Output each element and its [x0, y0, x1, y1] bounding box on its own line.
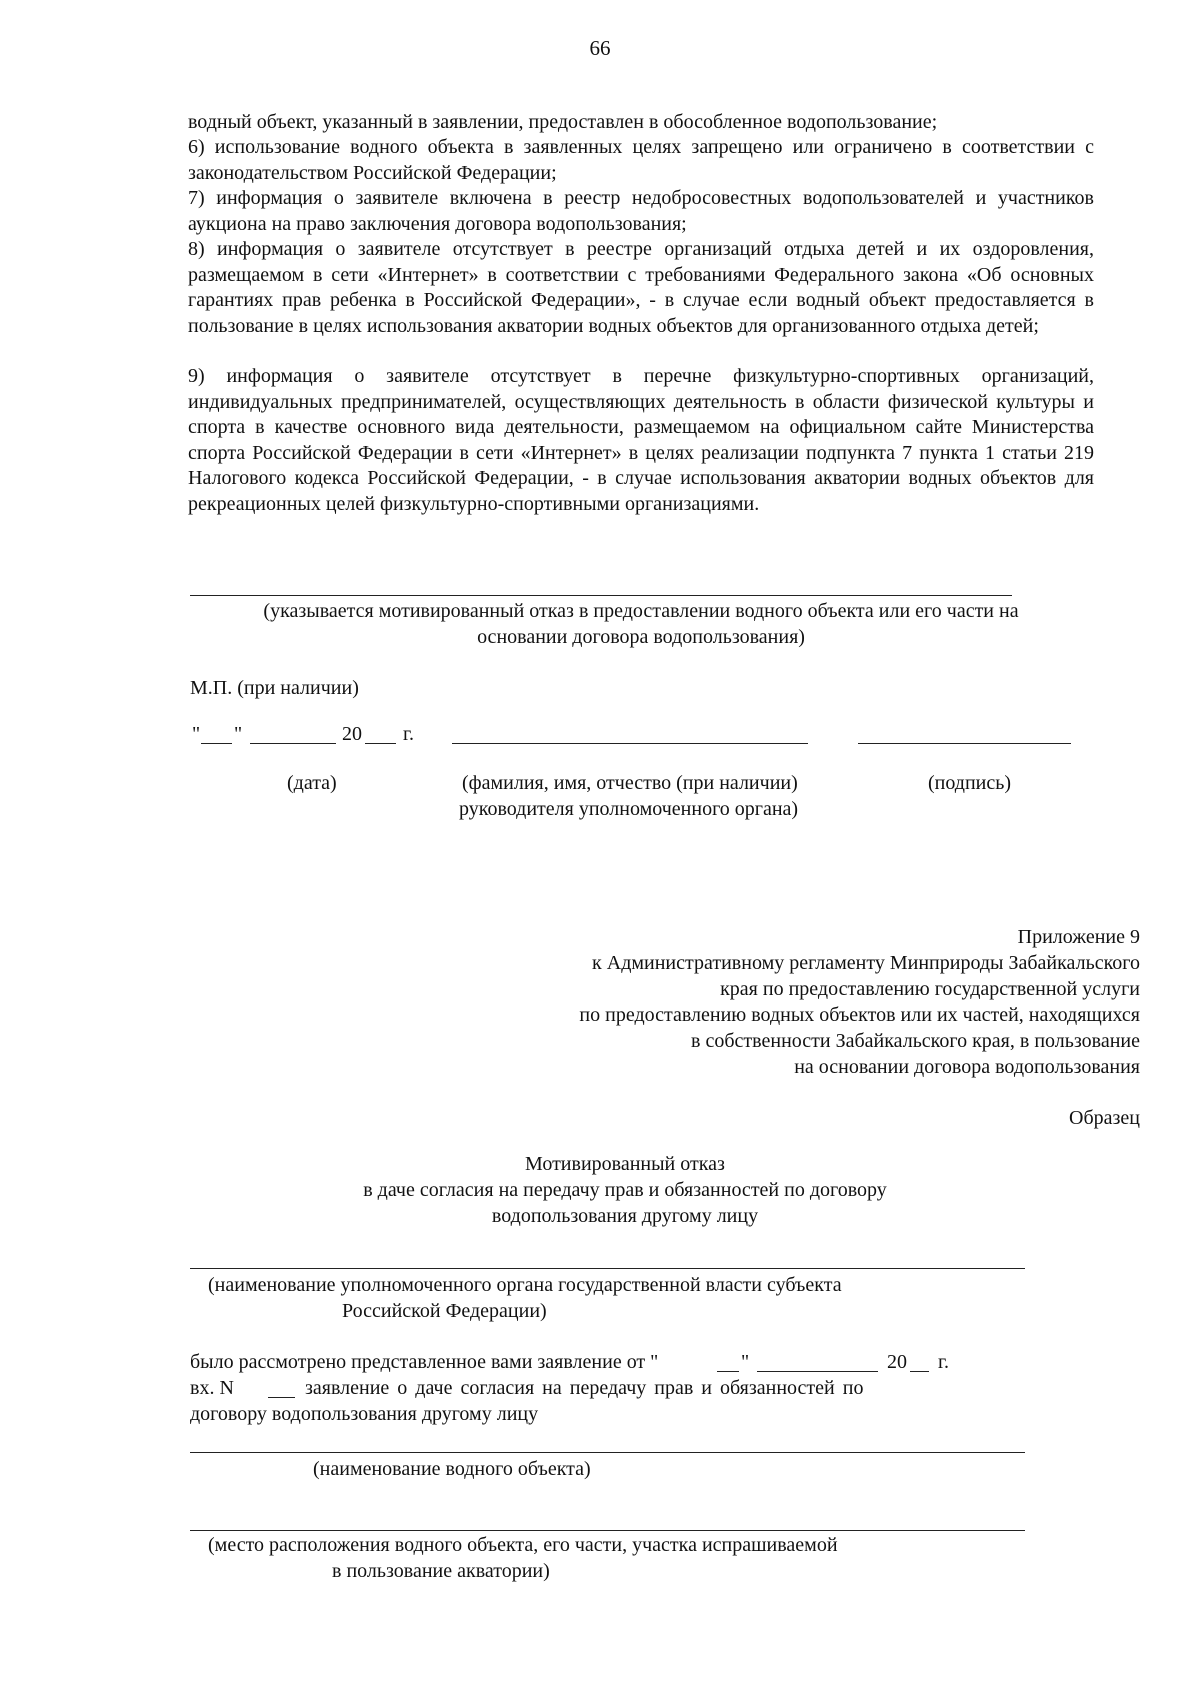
appendix-line-1: к Административному регламенту Минприроды Забайкальского	[592, 952, 1140, 974]
caption-fio-line-1: (фамилия, имя, отчество (при наличии)	[462, 772, 798, 794]
page-number: 66	[589, 36, 611, 60]
paragraph-item-6: 6) использование водного объекта в заявленных целях запрещено или ограничено в соответствии с законодательством Российской Федерации;	[188, 136, 1094, 184]
authority-name-line	[190, 1268, 1025, 1269]
review-line-3-text: договору водопользования другому лицу	[190, 1403, 539, 1425]
review-month-line	[757, 1371, 878, 1372]
date-quote-open: "	[192, 723, 201, 745]
paragraph-item-8: 8) информация о заявителе отсутствует в реестре организаций отдыха детей и их оздоровления, размещаемом в сети «Интернет» в соответствии с требованиями Федерального закона «Об основных гарантиях прав ребенка в Российской Федерации», - в случае если водный объект предоставляется в пользование в целях использования акватории водных объектов для организованного отдыха детей;	[188, 238, 1094, 337]
date-quote-close: "	[234, 723, 243, 745]
refusal-caption-line-1: (указывается мотивированный отказ в предоставлении водного объекта или его части на	[263, 600, 1019, 622]
heading-line-2: в даче согласия на передачу прав и обязанностей по договору	[363, 1179, 887, 1201]
review-line-2-prefix: вх. N	[190, 1377, 234, 1399]
refusal-caption-line-2: основании договора водопользования)	[477, 626, 805, 648]
date-year-prefix: 20	[342, 723, 362, 745]
paragraph-continued: водный объект, указанный в заявлении, предоставлен в обособленное водопользование;	[188, 111, 938, 133]
date-day-line	[201, 743, 232, 744]
water-object-name-line	[190, 1452, 1025, 1453]
review-line-2-text: заявление о даче согласия на передачу прав и обязанностей по	[305, 1377, 864, 1399]
signature-line	[858, 743, 1071, 744]
refusal-reason-line	[190, 595, 1012, 596]
heading-line-3: водопользования другому лицу	[491, 1205, 759, 1227]
review-quote-close: "	[741, 1351, 750, 1373]
review-day-line	[717, 1371, 739, 1372]
fio-line	[452, 743, 808, 744]
heading-line-1: Мотивированный отказ	[525, 1153, 725, 1175]
appendix-line-3: по предоставлению водных объектов или их частей, находящихся	[579, 1004, 1140, 1026]
caption-date: (дата)	[287, 772, 337, 794]
review-line-1-text: было рассмотрено представленное вами заявление от "	[190, 1351, 659, 1373]
date-month-line	[250, 743, 336, 744]
appendix-line-5: на основании договора водопользования	[794, 1056, 1140, 1078]
date-year-line	[365, 743, 396, 744]
authority-caption-line-2: Российской Федерации)	[342, 1300, 547, 1322]
appendix-line-4: в собственности Забайкальского края, в пользование	[691, 1030, 1140, 1052]
location-caption-line-1: (место расположения водного объекта, его части, участка испрашиваемой	[208, 1534, 838, 1556]
location-line	[190, 1530, 1025, 1531]
paragraph-item-7: 7) информация о заявителе включена в реестр недобросовестных водопользователей и участников аукциона на право заключения договора водопользования;	[188, 187, 1094, 235]
review-year-line	[910, 1371, 929, 1372]
appendix-line-2: края по предоставлению государственной услуги	[720, 978, 1140, 1000]
authority-caption-line-1: (наименование уполномоченного органа государственной власти субъекта	[208, 1274, 842, 1296]
review-year-suffix: г.	[938, 1351, 949, 1373]
caption-fio-line-2: руководителя уполномоченного органа)	[459, 798, 799, 820]
location-caption-line-2: в пользование акватории)	[332, 1560, 550, 1582]
paragraph-item-9: 9) информация о заявителе отсутствует в перечне физкультурно-спортивных организаций, индивидуальных предпринимателей, осуществляющих деятельность в области физической культуры и спорта в качестве основного вида деятельности, размещаемом на официальном сайте Министерства спорта Российской Федерации в сети «Интернет» в целях реализации подпункта 7 пункта 1 статьи 219 Налогового кодекса Российской Федерации, - в случае использования акватории водных объектов для рекреационных целей физкультурно-спортивными организациями.	[188, 365, 1094, 515]
review-year-prefix: 20	[887, 1351, 907, 1373]
water-object-caption: (наименование водного объекта)	[313, 1458, 591, 1480]
stamp-label: М.П. (при наличии)	[190, 677, 359, 699]
incoming-number-line	[268, 1397, 295, 1398]
appendix-title: Приложение 9	[1017, 926, 1140, 948]
sample-label: Образец	[1069, 1107, 1140, 1129]
caption-signature: (подпись)	[928, 772, 1012, 794]
date-year-suffix: г.	[403, 723, 414, 745]
